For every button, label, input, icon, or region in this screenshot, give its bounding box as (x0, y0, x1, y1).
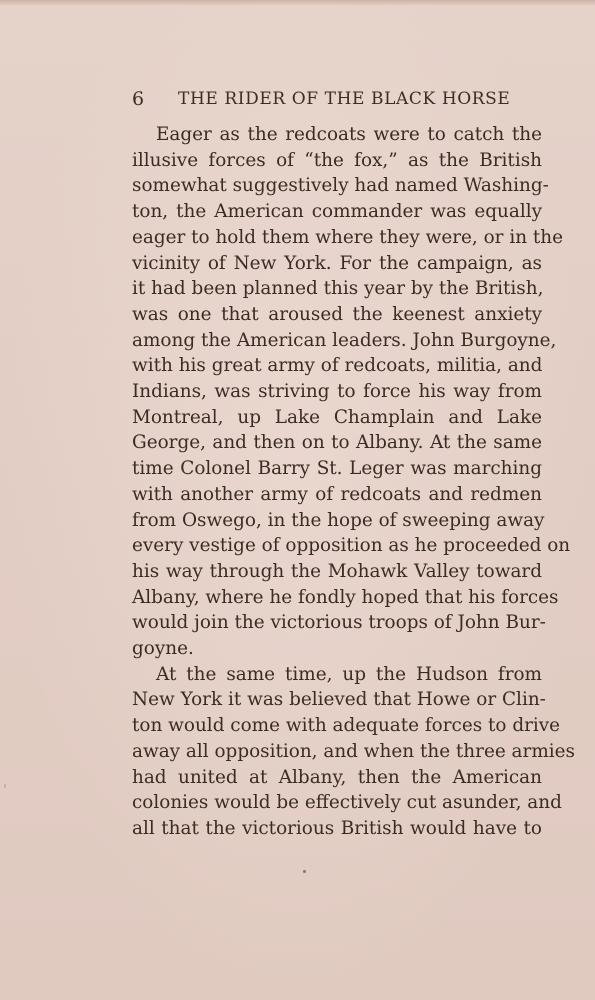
running-head: THE RIDER OF THE BLACK HORSE (178, 89, 511, 109)
text-line: Eager as the redcoats were to catch the (156, 124, 542, 145)
text-line: New York it was believed that Howe or Clin- (132, 689, 546, 711)
paragraph (132, 662, 575, 842)
text-line: ton would come with adequate forces to drive (132, 715, 561, 737)
text-line: At the same time, up the Hudson from (156, 663, 542, 685)
text-line: Albany, where he fondly hoped that his forces (132, 586, 559, 608)
text-line: all that the victorious British would have to (132, 817, 542, 839)
text-line: his way through the Mohawk Valley toward (132, 560, 542, 582)
text-line: with another army of redcoats and redmen (132, 483, 542, 505)
page-top-edge (0, 0, 595, 6)
text-line: Indians, was striving to force his way from (132, 381, 542, 403)
text-line: eager to hold them where they were, or in the (132, 226, 564, 248)
text-line: away all opposition, and when the three armies (132, 740, 575, 762)
margin-mark (4, 784, 6, 788)
text-line: was one that aroused the keenest anxiety (132, 303, 542, 325)
text-line: time Colonel Barry St. Leger was marching (132, 458, 542, 480)
text-line: goyne. (132, 638, 194, 660)
text-line: somewhat suggestively had named Washing- (132, 175, 549, 197)
paragraph (132, 122, 571, 662)
text-line: ton, the American commander was equally (132, 201, 542, 223)
text-line: Montreal, up Lake Champlain and Lake (132, 406, 542, 428)
paper-speck (303, 870, 306, 873)
text-line: had united at Albany, then the American (132, 766, 542, 788)
text-line: among the American leaders. John Burgoyne, (132, 329, 557, 351)
text-line: it had been planned this year by the British, (132, 278, 544, 300)
text-line: vicinity of New York. For the campaign, as (132, 252, 542, 274)
text-line: would join the victorious troops of John Bur- (132, 612, 546, 634)
text-line: illusive forces of “the fox,” as the British (132, 149, 542, 171)
body-text (132, 122, 575, 842)
page-header (132, 86, 542, 112)
page-number: 6 (132, 88, 145, 110)
text-line: with his great army of redcoats, militia, and (132, 355, 543, 377)
text-line: from Oswego, in the hope of sweeping away (132, 509, 545, 531)
text-line: every vestige of opposition as he proceeded on (132, 535, 571, 557)
text-line: George, and then on to Albany. At the same (132, 432, 542, 454)
text-line: colonies would be effectively cut asunder, and (132, 792, 562, 814)
